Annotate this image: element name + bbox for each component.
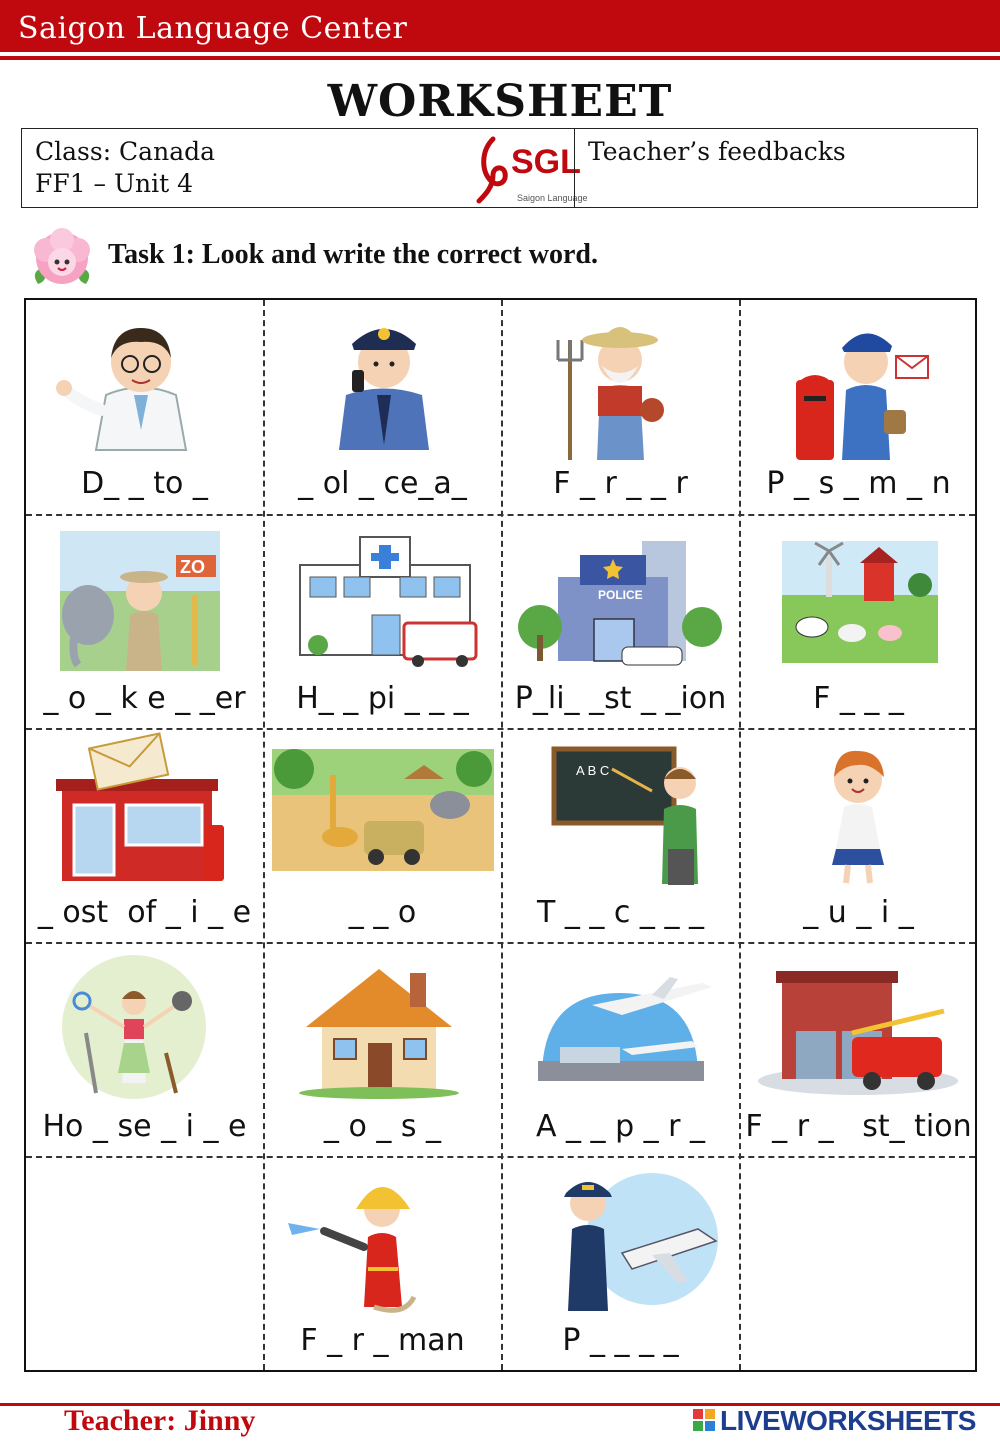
feedback-label: Teacher’s feedbacks <box>588 137 846 166</box>
task-row <box>20 222 980 292</box>
task-instruction: Task 1: Look and write the correct word. <box>108 239 598 270</box>
liveworksheets-logo[interactable] <box>692 1405 976 1437</box>
word-label: _ _ o <box>348 895 417 930</box>
center-name: Saigon Language Center <box>18 11 408 46</box>
word-label: _ o _ k e _ _er <box>43 681 246 716</box>
fireman-icon <box>264 1157 501 1317</box>
cell-teacher <box>502 729 739 942</box>
fire-station-icon <box>740 943 977 1103</box>
header-bar <box>0 0 1000 52</box>
word-grid <box>24 298 977 1372</box>
word-label: F _ _ _ <box>813 681 904 716</box>
house-icon <box>264 943 501 1103</box>
flower-icon <box>20 222 104 294</box>
logo-subtext: Saigon Language <box>517 193 588 203</box>
word-label: D_ _ to _ <box>81 466 208 501</box>
policeman-icon <box>264 300 501 460</box>
word-label: _ ost of _ i _ e <box>37 895 252 930</box>
word-label: P _ s _ m _ n <box>766 466 951 501</box>
word-label: P _ _ _ _ <box>562 1323 679 1358</box>
pilot-icon <box>502 1157 739 1317</box>
zoo-icon <box>264 729 501 889</box>
cell-fireman <box>264 1157 501 1370</box>
word-label: F _ r _ man <box>300 1323 465 1358</box>
cell-empty-left <box>26 1157 263 1370</box>
liveworksheets-brand: LIVEWORKSHEETS <box>720 1405 976 1436</box>
info-box <box>21 128 978 208</box>
farm-icon <box>740 515 977 675</box>
svg-text:A B C: A B C <box>576 763 610 778</box>
postman-icon <box>740 300 977 460</box>
svg-text:POLICE: POLICE <box>598 588 643 602</box>
cell-farm <box>740 515 977 728</box>
cell-postman <box>740 300 977 514</box>
cell-house <box>264 943 501 1156</box>
cell-pilot <box>502 1157 739 1370</box>
word-label: T _ _ c _ _ _ <box>536 895 705 930</box>
svg-text:ZO: ZO <box>180 557 205 577</box>
police-station-icon <box>502 515 739 675</box>
word-label: F _ r _ st_ tion <box>745 1109 972 1144</box>
sgl-logo-icon <box>477 131 588 205</box>
class-line: Class: Canada <box>35 137 216 166</box>
teacher-name: Teacher: Jinny <box>64 1404 256 1437</box>
zookeeper-icon <box>26 515 263 675</box>
unit-line: FF1 – Unit 4 <box>35 169 194 198</box>
word-label: A _ _ p _ r _ <box>535 1109 706 1144</box>
word-label: Ho _ se _ i _ e <box>42 1109 247 1144</box>
word-label: _ o _ s _ <box>323 1109 442 1144</box>
cell-zookeeper <box>26 515 263 728</box>
hospital-icon <box>264 515 501 675</box>
doctor-icon <box>26 300 263 460</box>
word-label: F _ r _ _ r <box>553 466 688 501</box>
word-label: _ u _ i _ <box>803 895 914 930</box>
cell-airport <box>502 943 739 1156</box>
farmer-icon <box>502 300 739 460</box>
cell-fire-station <box>740 943 977 1156</box>
teacher-icon <box>502 729 739 889</box>
cell-zoo <box>264 729 501 942</box>
airport-icon <box>502 943 739 1103</box>
cell-post-office <box>26 729 263 942</box>
cell-police-station <box>502 515 739 728</box>
header-divider <box>0 56 1000 60</box>
housewife-icon <box>26 943 263 1103</box>
class-info <box>22 129 588 207</box>
cell-pupil <box>740 729 977 942</box>
post-office-icon <box>26 729 263 889</box>
word-label: P_li_ _st _ _ion <box>514 681 727 716</box>
word-label: _ ol _ ce_a_ <box>298 466 467 501</box>
cell-housewife <box>26 943 263 1156</box>
cell-doctor <box>26 300 263 514</box>
word-label: H_ _ pi _ _ _ <box>296 681 469 716</box>
worksheet-title: WORKSHEET <box>327 76 673 127</box>
liveworksheets-icon <box>692 1405 718 1435</box>
logo-text: SGL <box>511 143 581 181</box>
feedback-box[interactable] <box>574 129 978 207</box>
pupil-icon <box>740 729 977 889</box>
cell-policeman <box>264 300 501 514</box>
cell-farmer <box>502 300 739 514</box>
cell-hospital <box>264 515 501 728</box>
cell-empty-right <box>740 1157 977 1370</box>
